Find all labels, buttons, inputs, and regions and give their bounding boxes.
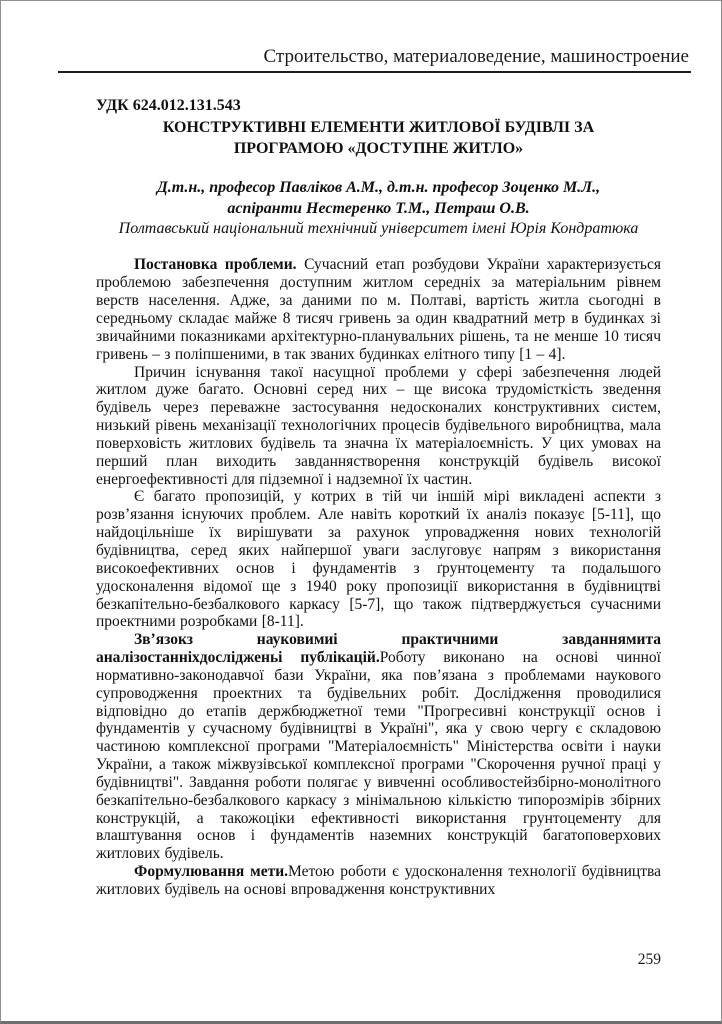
authors-block	[96, 178, 661, 219]
body-paragraph	[96, 863, 661, 899]
body-paragraph	[96, 364, 661, 489]
paragraph-text: Сучасний етап розбудови України характеризується проблемою забезпечення доступним житлом середніх за матеріальним рівнем верств населення. Адже, за даними по м. Полтаві, вартість житла сьогодні в середньому складає майже 8 тисяч гривень за один квадратний метр в будинках зі звичайними показниками архітектурно-планувальних рішень, та не менше 10 тисяч гривень – з поліпшеними, в так званих будинках елітного типу [1 – 4].	[96, 256, 661, 363]
paragraph-lead: Формулювання мети.	[134, 863, 289, 881]
authors-line1: Д.т.н., професор Павліков А.М., д.т.н. професор Зоценко М.Л.,	[156, 179, 601, 197]
paragraph-text: Роботу виконано на основі чинної нормативно-законодавчої бази України, яка пов’язана з проблемами наукового супроводження проектних та будівельних робіт. Дослідження проводилися відповідно до етапів держбюджетної теми "Прогресивні конструкції основ і фундаментів у сучасному будівництві в Україні", яка у свою чергу є складовою частиною комплексної програми "Матеріалоємність" Міністерства освіти і науки України, а також міжвузівської комплексної програми "Скорочення ручної праці у будівництві". Завдання роботи полягає у вивченні особливостейзбірно-монолітного безкапітельно-безбалкового каркасу з мінімальною кількістю типорозмірів збірних конструкцій, а такожоціки ефективності використання грунтоцементу для влаштування основ і фундаментів наземних конструкцій багатоповерхових житлових будівель.	[96, 649, 661, 863]
article-title	[96, 117, 661, 159]
paragraph-lead: Постановка проблеми.	[134, 256, 297, 274]
body-paragraph	[96, 488, 661, 631]
affiliation: Полтавський національний технічний університет імені Юрія Кондратюка	[118, 220, 639, 237]
udc-code: УДК 624.012.131.543	[96, 96, 241, 114]
article-title-line2: ПРОГРАМОЮ «ДОСТУПНЕ ЖИТЛО»	[233, 139, 524, 157]
body-paragraph	[96, 631, 661, 863]
article-body	[96, 256, 661, 898]
paragraph-text: Є багато пропозицій, у котрих в тій чи іншій мірі викладені аспекти з розв’язання існуючих проблем. Але навіть короткий їх аналіз показує [5-11], що найдоцільніше їх вирішувати за рахунок упровадження нових технологій будівництва, серед яких найпершої уваги заслуговує напрям з використання високоефективних основ і фундаментів з ґрунтоцементу та подальшого удосконалення відомої ще з 1940 року пропозиції використання в будівництві безкапітельно-безбалкового каркасу [5-7], що також підтверджується сучасними проектними розробками [8-11].	[96, 488, 661, 631]
body-paragraph	[96, 256, 661, 363]
authors-line2: аспіранти Нестеренко Т.М., Петраш О.В.	[227, 199, 530, 217]
paragraph-text: Причин існування такої насущної проблеми у сфері забезпечення людей житлом дуже багато. Основні серед них – ще висока трудомісткість зведення будівель через переважне застосування недосконалих конструктивних систем, низький рівень механізації технологічних процесів будівельного виробництва, мала поверховість житлових будівель та значна їх матеріалоємність. У цих умовах на перший план виходить завданнястворення конструкцій будівель високої енергоефективності для підземної і надземної їх частин.	[96, 363, 661, 488]
article-title-line1: КОНСТРУКТИВНІ ЕЛЕМЕНТИ ЖИТЛОВОЇ БУДІВЛІ ЗА	[162, 118, 595, 136]
paragraph-text: Метою роботи є удосконалення технології будівництва житлових будівель на основі впровадження конструктивних	[96, 863, 661, 898]
paragraph-lead: Зв’язокз науковимиі практичними завданнямита аналізостанніхдослідженьі публікацій.	[96, 631, 661, 667]
page-number: 259	[637, 951, 661, 968]
journal-header: Строительство, материаловедение, машиностроение	[58, 1, 691, 73]
page-content	[1, 96, 721, 899]
